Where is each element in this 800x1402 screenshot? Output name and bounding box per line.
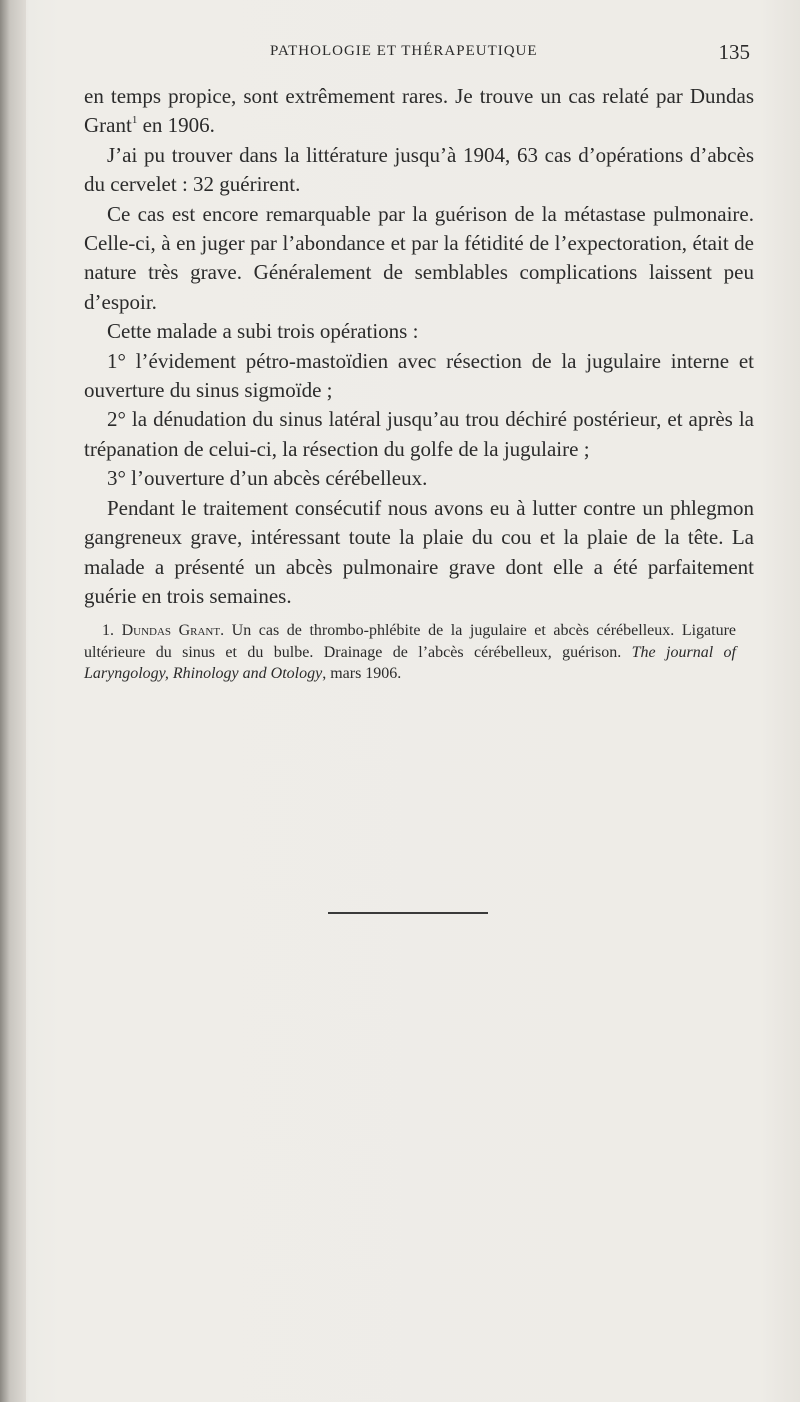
paragraph-2: J’ai pu trouver dans la littérature jusqu’à 1904, 63 cas d’opérations d’abcès du cervelet : 32 guérirent. [84,142,754,197]
paragraph-1 [84,82,754,141]
paragraph-7: 3° l’ouverture d’un abcès cérébelleux. [107,466,428,491]
paragraph-4: Cette malade a subi trois opérations : [107,319,419,344]
footnote-journal: The journal of Laryngology, Rhinology and Otology [84,643,736,682]
footnote-number: 1. [102,622,114,639]
paragraph-8: Pendant le traitement consécutif nous avons eu à lutter contre un phlegmon gangreneux grave, intéressant toute la plaie du cou et la plaie de la tête. La malade a présenté un abcès pulmonaire grave dont elle a été parfaitement guérie en trois semaines. [84,495,754,608]
paragraph-5: 1° l’évidement pétro-mastoïdien avec résection de la jugulaire interne et ouverture du sinus sigmoïde ; [84,348,754,403]
page-number: 135 [718,40,750,64]
footnote-text: . Un cas de thrombo-phlébite de la jugulaire et abcès cérébelleux. Ligature ultérieure du sinus et du bulbe. Drainage de l’abcès cérébelleux, guérison. [84,622,737,661]
running-title: PATHOLOGIE ET THÉRAPEUTIQUE [270,43,538,59]
book-spine-shadow [0,0,26,1402]
page-header [270,40,750,70]
paragraph-6: 2° la dénudation du sinus latéral jusqu’au trou déchiré postérieur, et après la trépanation de celui-ci, la résection du golfe de la jugulaire ; [84,407,754,461]
footnote [84,620,736,685]
footnote-reference: 1 [131,114,138,127]
footnote-date: , mars 1906. [322,665,402,682]
paragraph-3: Ce cas est encore remarquable par la guérison de la métastase pulmonaire. Celle-ci, à en juger par l’abondance et par la fétidité de l’expectoration, était de nature très grave. Généralement de semblables complications laissent peu d’espoir. [84,201,754,314]
footnote-author: Dundas Grant [121,622,221,639]
paragraph-1-text: en temps propice, sont extrêmement rares. Je trouve un cas relaté par Dundas Grant [84,84,754,138]
paragraph-1-text-end: en 1906. [137,113,215,138]
end-rule [328,912,488,914]
main-text [84,82,754,611]
footnote-paragraph [84,620,736,685]
